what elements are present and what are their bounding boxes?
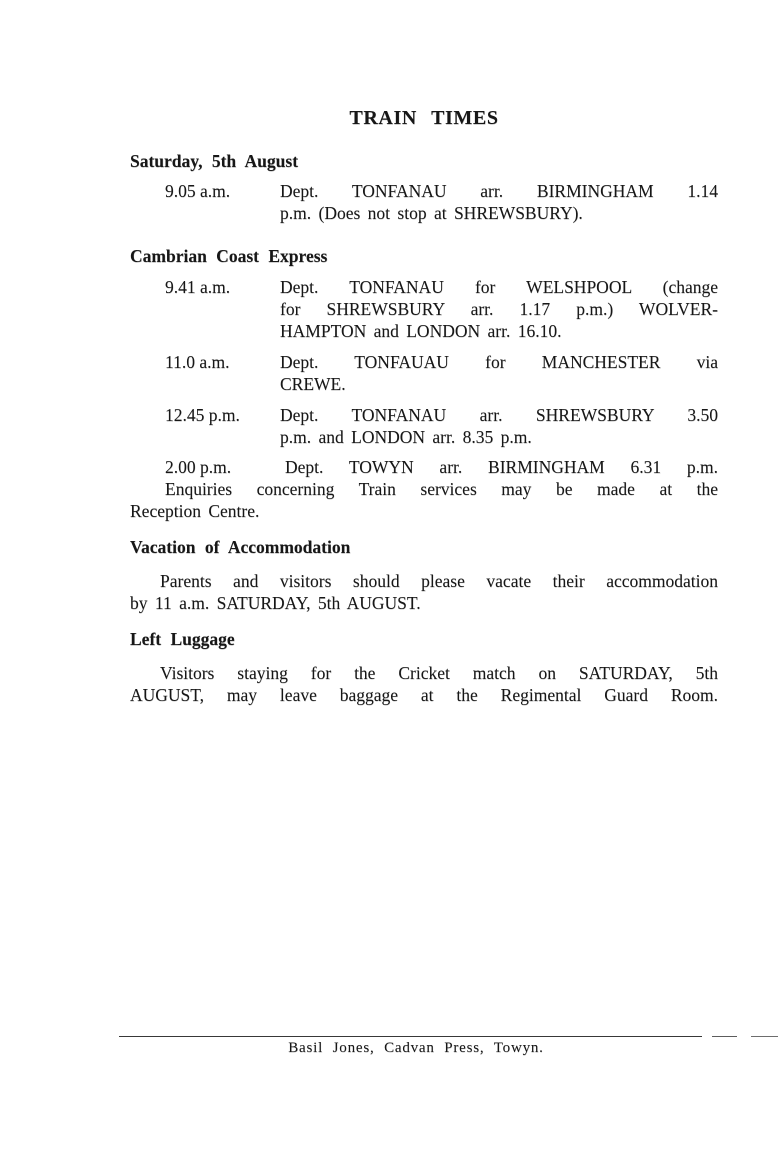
section-vacation-of-accommodation <box>130 536 718 614</box>
train-entry-905 <box>130 180 718 224</box>
section-heading-saturday: Saturday, 5th August <box>130 151 299 171</box>
train-description-line: Dept. TONFANAU arr. BIRMINGHAM 1.14 <box>280 181 718 201</box>
paragraph-line: Parents and visitors should please vacate their accommodation <box>160 571 718 591</box>
vacation-paragraph <box>130 570 718 614</box>
left-luggage-paragraph <box>130 662 718 706</box>
train-description-line: Dept. TONFANAU for WELSHPOOL (change <box>280 277 718 297</box>
train-time: 2.00 p.m. <box>165 457 232 477</box>
train-description <box>280 351 718 395</box>
section-heading-cambrian: Cambrian Coast Express <box>130 246 328 266</box>
paragraph-line: AUGUST, may leave baggage at the Regimental Guard Room. <box>130 685 718 705</box>
section-cambrian-coast-express <box>130 245 718 522</box>
train-description-line: HAMPTON and LONDON arr. 16.10. <box>280 321 562 341</box>
train-time: 9.05 a.m. <box>165 181 231 201</box>
section-saturday <box>130 150 718 224</box>
section-left-luggage <box>130 628 718 706</box>
train-description-line: Dept. TOWYN arr. BIRMINGHAM 6.31 p.m. <box>285 457 718 477</box>
section-heading-left-luggage: Left Luggage <box>130 629 235 649</box>
footer-rule <box>119 1036 702 1037</box>
train-description-line: Dept. TONFANAU arr. SHREWSBURY 3.50 <box>280 405 718 425</box>
footer-rule-dash <box>712 1036 737 1037</box>
train-entry-941 <box>130 276 718 342</box>
train-description-line: for SHREWSBURY arr. 1.17 p.m.) WOLVER- <box>280 299 718 319</box>
train-entry-1245 <box>130 404 718 448</box>
train-time: 11.0 a.m. <box>165 352 230 372</box>
train-description <box>280 180 718 224</box>
imprint-footer <box>0 1033 780 1057</box>
footer-rule-dash <box>751 1036 778 1037</box>
train-description-line: CREWE. <box>280 374 346 394</box>
train-description <box>280 276 718 342</box>
train-description-line: p.m. and LONDON arr. 8.35 p.m. <box>280 427 532 447</box>
train-entry-110 <box>130 351 718 395</box>
train-description-line: Dept. TONFAUAU for MANCHESTER via <box>280 352 718 372</box>
train-description <box>285 456 718 478</box>
page-title: TRAIN TIMES <box>349 107 499 129</box>
train-description-line: p.m. (Does not stop at SHREWSBURY). <box>280 203 583 223</box>
paragraph-line: by 11 a.m. SATURDAY, 5th AUGUST. <box>130 593 421 613</box>
train-time: 9.41 a.m. <box>165 277 231 297</box>
printer-imprint-text: Basil Jones, Cadvan Press, Towyn. <box>288 1040 544 1056</box>
train-description <box>280 404 718 448</box>
train-entry-200 <box>130 456 718 478</box>
enquiries-note-line: Enquiries concerning Train services may be made at the <box>165 479 718 499</box>
paragraph-line: Visitors staying for the Cricket match on SATURDAY, 5th <box>160 663 718 683</box>
train-time: 12.45 p.m. <box>165 405 240 425</box>
enquiries-note-line: Reception Centre. <box>130 501 260 521</box>
section-heading-vacation: Vacation of Accommodation <box>130 537 351 557</box>
